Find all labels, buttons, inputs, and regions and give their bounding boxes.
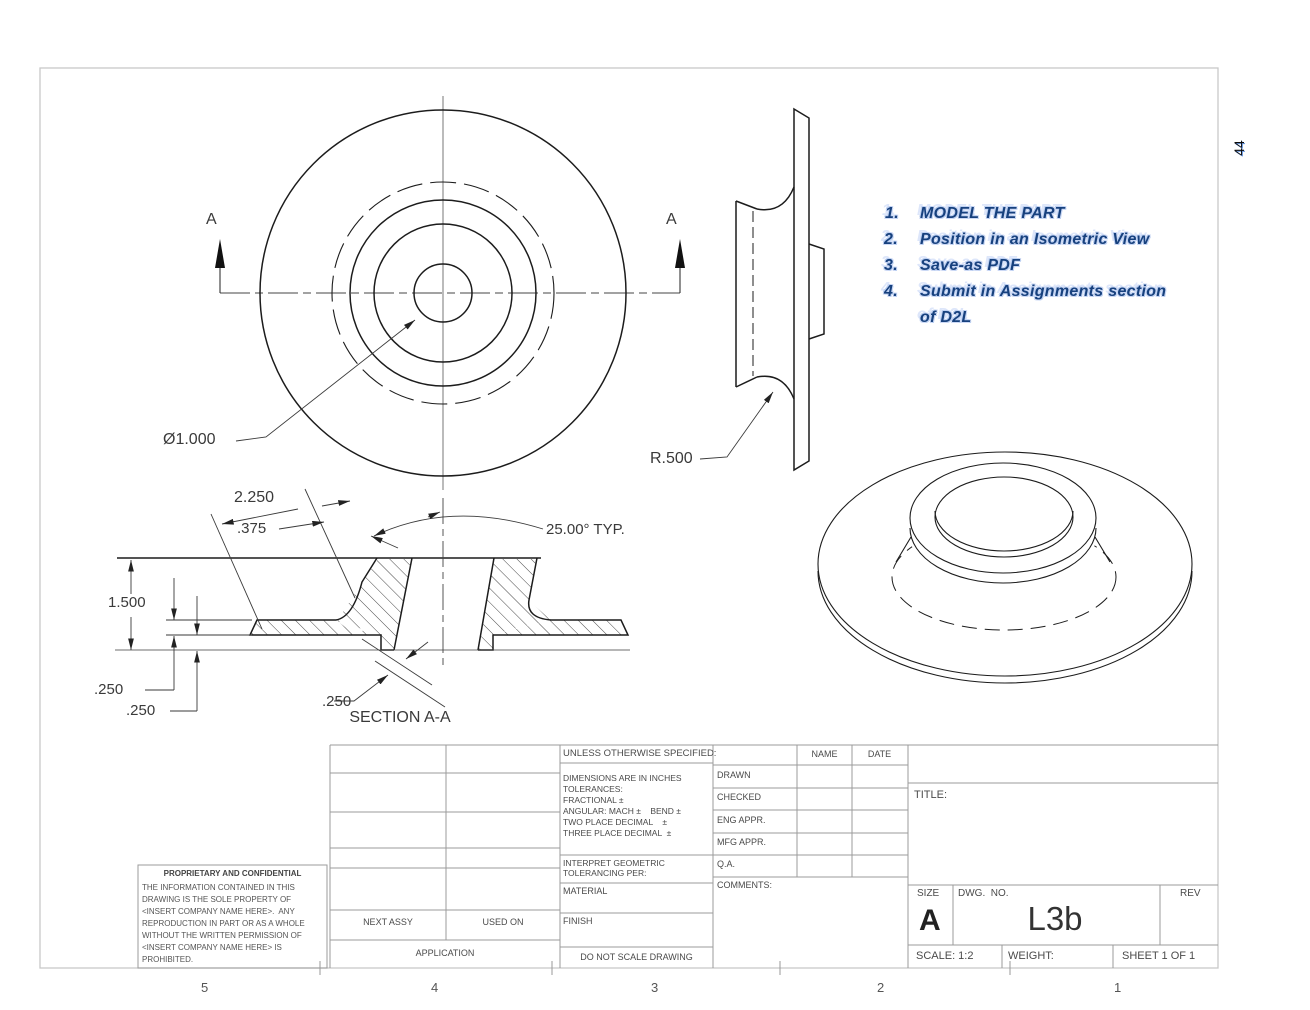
dwg-no-label: DWG. NO. (958, 888, 1009, 899)
approval-row-label: DRAWN (717, 770, 751, 780)
zone-label: 1 (1114, 980, 1122, 995)
proprietary-line: WITHOUT THE WRITTEN PERMISSION OF (142, 931, 302, 940)
approval-row-label: MFG APPR. (717, 837, 767, 847)
cut-label-a-left: A (206, 211, 217, 228)
tolerance-line: TWO PLACE DECIMAL ± (563, 817, 668, 827)
rev-label: REV (1180, 888, 1201, 899)
name-header: NAME (811, 749, 838, 759)
note-text: Position in an Isometric View (920, 231, 1150, 248)
tolerance-header: UNLESS OTHERWISE SPECIFIED: (563, 748, 717, 759)
used-on-label: USED ON (482, 917, 524, 927)
tolerance-line: ANGULAR: MACH ± BEND ± (563, 806, 681, 816)
note-text: Save-as PDF (920, 257, 1021, 274)
section-caption: SECTION A-A (349, 709, 451, 726)
section-cut-arrows (220, 268, 680, 293)
isometric-view (818, 452, 1192, 683)
dwg-no-value: L3b (1027, 900, 1083, 937)
section-dimensions (131, 489, 543, 711)
tolerance-line: TOLERANCES: (563, 784, 623, 794)
radius-leader (700, 392, 773, 459)
interpret-geometric-label: INTERPRET GEOMETRIC (563, 858, 665, 868)
dim-thickness-2: .250 (126, 702, 156, 719)
section-hatching (250, 559, 628, 650)
note-number: 2. (884, 231, 898, 248)
diameter-leader (236, 320, 415, 441)
title-label: TITLE: (914, 789, 948, 801)
size-value: A (919, 904, 941, 937)
next-assy-label: NEXT ASSY (363, 917, 413, 927)
dim-angle: 25.00° TYP. (546, 521, 625, 538)
vertical-page-number: 44 (1230, 140, 1247, 156)
dim-width: 2.250 (234, 489, 275, 506)
note-number: 4. (884, 283, 898, 300)
sheet-label: SHEET 1 OF 1 (1122, 950, 1196, 962)
do-not-scale-label: DO NOT SCALE DRAWING (580, 952, 693, 962)
note-text: MODEL THE PART (920, 205, 1065, 222)
dim-radius: R.500 (650, 450, 693, 467)
tolerancing-per-label: TOLERANCING PER: (563, 868, 647, 878)
proprietary-heading: PROPRIETARY AND CONFIDENTIAL (163, 869, 302, 878)
note-text: Submit in Assignments section (920, 283, 1167, 300)
approval-row-label: ENG APPR. (717, 815, 766, 825)
side-view (700, 109, 824, 470)
proprietary-line: <INSERT COMPANY NAME HERE>. ANY (142, 907, 295, 916)
proprietary-line: DRAWING IS THE SOLE PROPERTY OF (142, 895, 292, 904)
note-text-continuation: of D2L (920, 309, 972, 326)
size-label: SIZE (917, 888, 940, 899)
proprietary-line: <INSERT COMPANY NAME HERE> IS (142, 943, 282, 952)
approval-row-label: CHECKED (717, 792, 762, 802)
finish-label: FINISH (563, 916, 593, 926)
dim-wall: .375 (237, 520, 267, 537)
dim-thickness-3: .250 (322, 693, 352, 710)
material-label: MATERIAL (563, 886, 608, 896)
date-header: DATE (867, 749, 892, 759)
tolerance-line: THREE PLACE DECIMAL ± (563, 828, 672, 838)
tolerance-line: DIMENSIONS ARE IN INCHES (563, 773, 682, 783)
comments-label: COMMENTS: (717, 880, 772, 890)
application-label: APPLICATION (415, 948, 475, 958)
zone-label: 4 (431, 980, 439, 995)
note-number: 3. (884, 257, 898, 274)
dim-height: 1.500 (108, 594, 146, 611)
front-view (215, 96, 685, 490)
zone-label: 3 (651, 980, 659, 995)
weight-label: WEIGHT: (1008, 950, 1054, 962)
scale-value: SCALE: 1:2 (916, 950, 974, 962)
note-number: 1. (885, 205, 899, 222)
proprietary-line: PROHIBITED. (142, 955, 194, 964)
dim-diameter: Ø1.000 (163, 431, 216, 448)
dim-thickness-1: .250 (94, 681, 124, 698)
cut-label-a-right: A (666, 211, 677, 228)
proprietary-line: THE INFORMATION CONTAINED IN THIS (142, 883, 295, 892)
tolerance-line: FRACTIONAL ± (563, 795, 624, 805)
approval-row-label: Q.A. (717, 859, 736, 869)
proprietary-line: REPRODUCTION IN PART OR AS A WHOLE (142, 919, 305, 928)
zone-label: 5 (201, 980, 209, 995)
zone-label: 2 (877, 980, 885, 995)
